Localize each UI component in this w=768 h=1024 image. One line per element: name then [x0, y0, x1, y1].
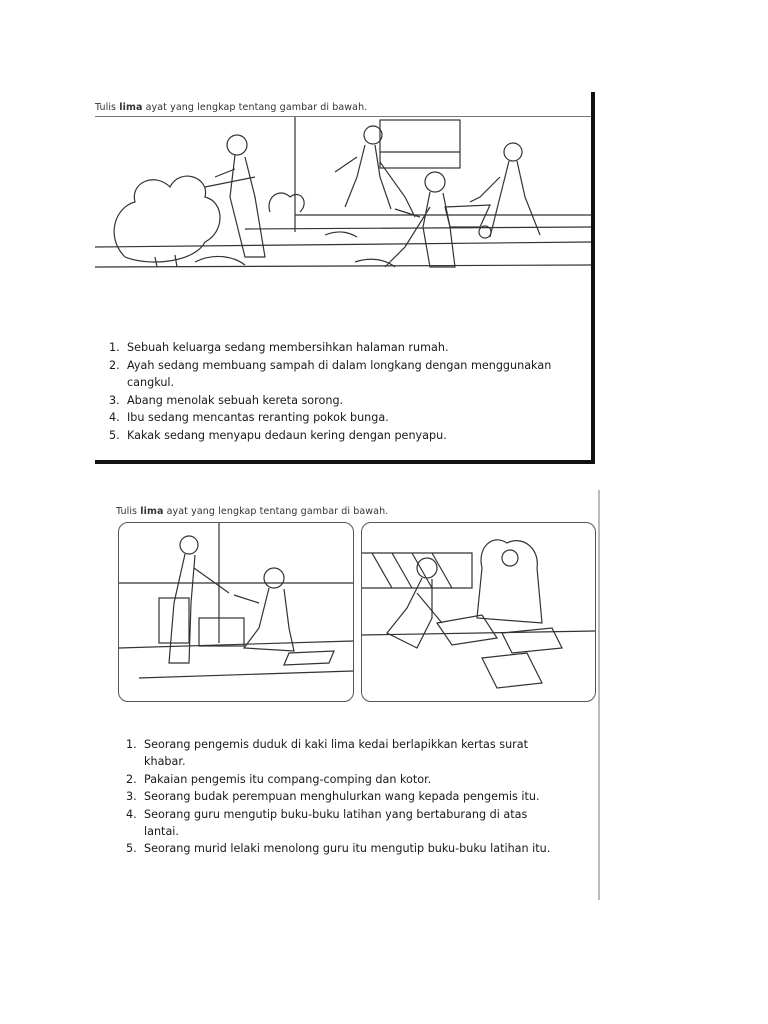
sentence-list	[109, 339, 569, 445]
instruction-bold: lima	[140, 506, 164, 517]
list-item: 2. Pakaian pengemis itu compang-comping dan kotor.	[126, 772, 432, 786]
instruction-text	[116, 506, 388, 517]
worksheet-panel-2	[108, 490, 600, 900]
list-item: 3. Abang menolak sebuah kereta sorong.	[109, 393, 344, 407]
instruction-prefix: Tulis	[95, 102, 117, 113]
list-item: 4. Seorang guru mengutip buku-buku latihan yang bertaburang di atas lantai.	[126, 807, 528, 839]
instruction-prefix: Tulis	[116, 506, 138, 517]
worksheet-panel-1	[95, 92, 595, 464]
girl-giving-money-to-beggar-illustration	[118, 522, 354, 702]
teacher-and-boy-picking-up-books-illustration	[361, 522, 596, 702]
list-item: 3. Seorang budak perempuan menghulurkan wang kepada pengemis itu.	[126, 790, 540, 804]
list-item: 1. Seorang pengemis duduk di kaki lima kedai berlapikkan kertas surat khabar.	[126, 738, 529, 769]
instruction-suffix: ayat yang lengkap tentang gambar di bawah.	[166, 506, 389, 517]
list-item: 1. Sebuah keluarga sedang membersihkan halaman rumah.	[109, 341, 449, 354]
list-item: 2. Ayah sedang membuang sampah di dalam longkang dengan menggunakan cangkul.	[109, 358, 552, 390]
instruction-bold: lima	[119, 102, 143, 113]
family-cleaning-yard-illustration	[95, 116, 591, 287]
instruction-text	[95, 102, 367, 113]
instruction-suffix: ayat yang lengkap tentang gambar di bawah.	[145, 102, 368, 113]
list-item: 5. Seorang murid lelaki menolong guru itu mengutip buku-buku latihan itu.	[126, 842, 551, 856]
list-item: 4. Ibu sedang mencantas reranting pokok bunga.	[109, 411, 389, 425]
sentence-list	[126, 736, 556, 858]
list-item: 5. Kakak sedang menyapu dedaun kering dengan penyapu.	[109, 428, 447, 442]
